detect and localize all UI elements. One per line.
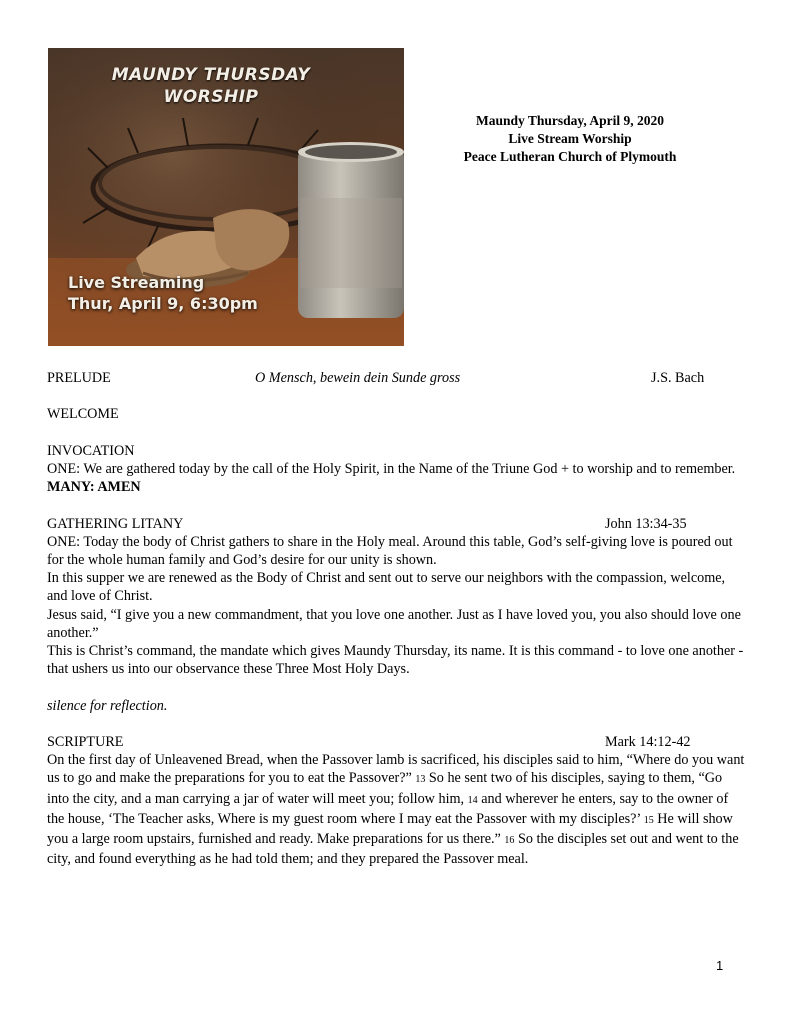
scripture-segment: and wherever he enters, say to the owner of the house, ‘The Teacher asks, Where is my guest room where I may eat the Passover with my disciples?’	[47, 790, 729, 827]
verse-number: 15	[643, 814, 654, 826]
scripture-segment: So the disciples set out and went to the city, and found everything as he had told them; and they prepared the Passover meal.	[47, 830, 739, 868]
hero-title	[48, 64, 404, 108]
verse-number: 16	[504, 834, 515, 846]
scripture-segment: He will show you a large room upstairs, furnished and ready. Make preparations for us there.”	[47, 810, 733, 847]
prelude-composer: J.S. Bach	[651, 370, 705, 386]
verse-number: 14	[467, 794, 478, 806]
bulletin-body	[47, 369, 747, 868]
scripture-heading	[47, 733, 747, 751]
hero-live-line1: Live Streaming	[68, 273, 205, 292]
hero-live-line2: Thur, April 9, 6:30pm	[68, 294, 258, 313]
invocation-many: MANY: AMEN	[47, 479, 141, 496]
verse-number: 13	[415, 774, 426, 786]
scripture-reference: Mark 14:12-42	[605, 733, 691, 750]
scripture-segment: So he sent two of his disciples, saying to them, “Go into the city, and a man carrying a jar of water will meet you; follow him,	[47, 770, 723, 807]
litany-heading	[47, 515, 747, 533]
hero-image	[48, 48, 404, 346]
litany-paragraph: In this supper we are renewed as the Body of Christ and sent out to serve our neighbors with the compassion, welcome, and love of Christ.	[47, 570, 726, 605]
scripture-segment: On the first day of Unleavened Bread, when the Passover lamb is sacrificed, his disciples said to him, “Where do you want us to go and make the preparations for you to eat the Passover?”	[47, 752, 745, 787]
litany-paragraph: Jesus said, “I give you a new commandment, that you love one another. Just as I have loved you, you also should love one another.”	[47, 606, 741, 641]
service-header	[440, 112, 700, 166]
litany-paragraph: ONE: Today the body of Christ gathers to share in the Holy meal. Around this table, God’s self-giving love is poured out for the whole human family and God’s desire for our unity is shown.	[47, 533, 733, 568]
welcome-label: WELCOME	[47, 406, 119, 423]
prelude-label: PRELUDE	[47, 370, 111, 386]
invocation-label: INVOCATION	[47, 442, 135, 459]
service-date: Maundy Thursday, April 9, 2020	[475, 113, 665, 128]
silence-note: silence for reflection.	[47, 697, 168, 714]
prelude-title: O Mensch, bewein dein Sunde gross	[255, 370, 461, 386]
invocation-one: ONE: We are gathered today by the call of the Holy Spirit, in the Name of the Triune God + to worship and to remember.	[47, 460, 736, 477]
hero-title-line2: WORSHIP	[163, 87, 259, 107]
litany-reference: John 13:34-35	[605, 515, 687, 532]
scripture-label: SCRIPTURE	[47, 733, 124, 750]
church-name: Peace Lutheran Church of Plymouth	[463, 149, 677, 164]
cup	[298, 142, 404, 318]
litany-label: GATHERING LITANY	[47, 515, 184, 532]
scripture-text	[47, 751, 747, 868]
service-type: Live Stream Worship	[508, 131, 632, 146]
prelude-row	[47, 369, 747, 387]
hero-title-line1: MAUNDY THURSDAY	[111, 65, 311, 85]
hero-live-info	[68, 272, 258, 314]
page-number: 1	[716, 958, 724, 973]
litany-paragraph: This is Christ’s command, the mandate which gives Maundy Thursday, its name. It is this command - to love one another - that ushers us into our observance these Three Most Holy Days.	[47, 642, 744, 678]
